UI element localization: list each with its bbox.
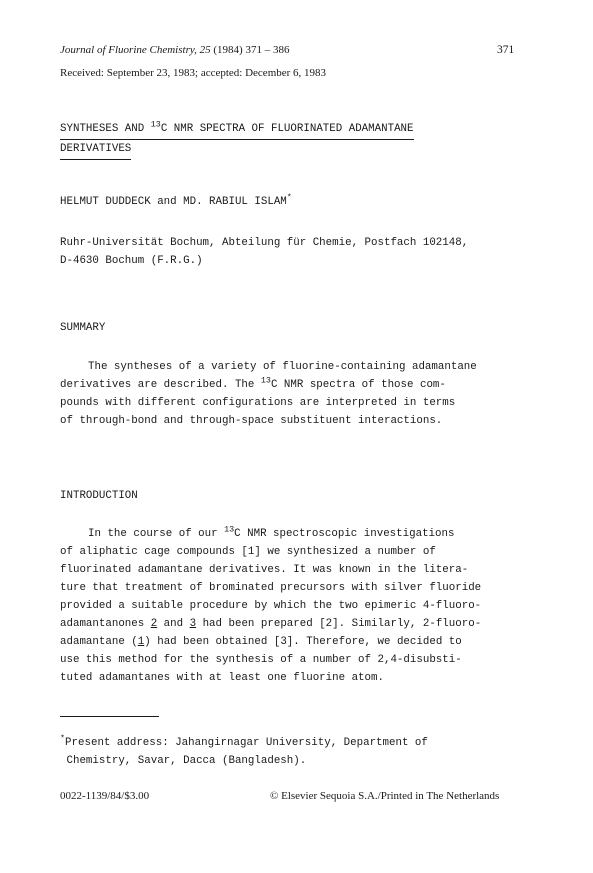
paper-title bbox=[60, 120, 414, 160]
title-line-1: SYNTHESES AND $^{13}$C NMR SPECTRA OF FLUORINATED ADAMANTANE bbox=[60, 120, 414, 140]
journal-name: Journal of Fluorine Chemistry, bbox=[60, 44, 197, 56]
compound-number-2: 2 bbox=[150, 618, 158, 630]
author-footnote-marker: * bbox=[286, 192, 292, 203]
introduction-heading: INTRODUCTION bbox=[60, 490, 138, 502]
summary-heading: SUMMARY bbox=[60, 322, 106, 334]
footnote-rule bbox=[60, 716, 159, 717]
page-number: 371 bbox=[497, 44, 515, 56]
affiliation-line-1: Ruhr-Universität Bochum, Abteilung für Chemie, Postfach 102148, bbox=[60, 237, 469, 249]
received-dates: Received: September 23, 1983; accepted: December 6, 1983 bbox=[60, 67, 327, 79]
footnote-marker: * bbox=[60, 733, 66, 744]
footnote: *Present address: Jahangirnagar University, Department of Chemistry, Savar, Dacca (Bangladesh). bbox=[60, 733, 428, 767]
journal-citation bbox=[60, 44, 289, 56]
authors bbox=[60, 192, 292, 208]
compound-number-1: 1 bbox=[137, 636, 145, 648]
affiliation bbox=[60, 234, 468, 270]
title-isotope: 13 bbox=[150, 119, 161, 130]
journal-year-pages: (1984) 371 – 386 bbox=[213, 44, 290, 56]
author-names: HELMUT DUDDECK and MD. RABIUL ISLAM bbox=[60, 196, 287, 208]
introduction-text: In the course of our $^{13}$C NMR spectroscopic investigations of aliphatic cage compounds [1] we synthesized a number of fluorinated adamantane derivatives. It was known in the litera- ture that treatment of brominated precursors with silver fluoride provided a suitable procedure by which the two epimeric 4-fluoro- adamantanones 2 and 3 had been prepared [2]. Similarly, 2-fluoro- adamantane (1) had been obtained [3]. Therefore, we decided to use this method for the synthesis of a number of 2,4-disubsti- tuted adamantanes with at least one fluorine atom. bbox=[60, 524, 482, 684]
compound-number-3: 3 bbox=[189, 618, 197, 630]
summary-text: The syntheses of a variety of fluorine-containing adamantane derivatives are described. The $^{13}$C NMR spectra of those com- pounds with different configurations are interpreted in terms of through-bond and through-space substituent interactions. bbox=[60, 361, 477, 427]
copyright-code: 0022-1139/84/$3.00 bbox=[60, 790, 150, 802]
title-line-2: DERIVATIVES bbox=[60, 140, 131, 160]
journal-volume: 25 bbox=[199, 44, 211, 56]
publisher-notice: © Elsevier Sequoia S.A./Printed in The Netherlands bbox=[270, 790, 500, 802]
affiliation-line-2: D-4630 Bochum (F.R.G.) bbox=[60, 255, 203, 267]
